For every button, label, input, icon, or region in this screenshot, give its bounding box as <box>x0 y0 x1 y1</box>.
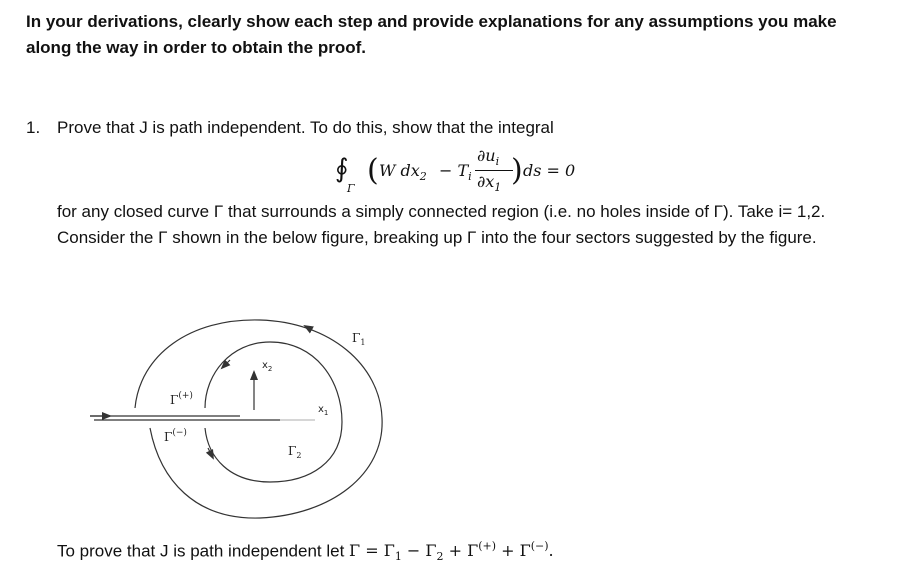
conclusion-g2-sub: 2 <box>436 550 444 564</box>
instructions-text: In your derivations, clearly show each step and provide explanations for any assumptions you make along the way in order to obtain the proof. <box>26 12 837 57</box>
term-t-sub: i <box>468 170 472 184</box>
term-w-dx-text: W dx <box>379 161 420 180</box>
conclusion-math <box>349 540 554 564</box>
term-w-dx-sub: 2 <box>419 170 427 184</box>
label-x2-main: x <box>262 360 268 371</box>
numerator-text: ∂u <box>477 146 496 165</box>
conclusion-minus-sup: (−) <box>530 540 549 553</box>
denominator-text: ∂x <box>477 172 495 191</box>
contour-figure <box>80 300 420 530</box>
label-gamma1-main: Γ <box>352 331 361 345</box>
label-x2-sub: 2 <box>267 365 273 373</box>
label-gamma2-sub: 2 <box>296 451 302 460</box>
problem-intro: Prove that J is path independent. To do this, show that the integral <box>57 118 554 137</box>
label-x1 <box>318 404 328 417</box>
conclusion-minus: − Γ <box>401 541 437 561</box>
label-gamma-plus <box>170 390 193 407</box>
contour-integral-sign: ∮ <box>335 154 349 184</box>
label-gamma-minus-main: Γ <box>164 430 173 444</box>
integral-equation <box>335 146 595 198</box>
paren-open: ( <box>367 153 379 188</box>
label-gamma-plus-sup: (+) <box>178 391 193 401</box>
label-gamma1 <box>352 331 365 347</box>
fraction-numerator <box>477 146 499 168</box>
conclusion-g1-sub: 1 <box>394 550 402 564</box>
conclusion-gamma: Γ = Γ <box>349 541 395 561</box>
label-x1-sub: 1 <box>323 409 329 417</box>
problem-number: 1. <box>26 118 41 137</box>
conclusion-plus-sup: (+) <box>478 540 496 553</box>
fraction-bar <box>475 170 513 171</box>
contour-label: Γ <box>347 182 355 195</box>
paren-close: ) <box>511 153 523 188</box>
denominator-sub: 1 <box>494 181 502 195</box>
term-minus-t-text: − T <box>439 161 469 180</box>
fraction-denominator <box>477 172 501 194</box>
conclusion-plus2: + Γ <box>496 541 531 561</box>
conclusion-plus1: + Γ <box>443 541 479 561</box>
label-gamma-minus-sup: (−) <box>172 428 187 438</box>
conclusion-text <box>57 536 554 569</box>
outer-contour-gamma1 <box>135 320 382 518</box>
numerator-sub: i <box>495 155 500 169</box>
label-gamma2 <box>288 444 301 460</box>
label-x1-main: x <box>318 404 324 415</box>
term-minus-t <box>439 161 472 183</box>
label-gamma2-main: Γ <box>288 444 297 458</box>
conclusion-prefix: To prove that J is path independent let <box>57 541 350 561</box>
term-w-dx <box>379 161 427 183</box>
label-x2 <box>262 360 272 373</box>
label-gamma-minus <box>164 427 187 444</box>
conclusion-period: . <box>548 541 554 561</box>
contour-diagram <box>80 300 420 530</box>
label-gamma1-sub: 1 <box>360 338 366 347</box>
label-gamma-plus-main: Γ <box>170 393 179 407</box>
problem-body: for any closed curve Γ that surrounds a simply connected region (i.e. no holes inside of Γ). Take i= 1,2. Consider the Γ shown in the below figure, breaking up Γ into the four sectors suggested by the figure. <box>57 202 826 247</box>
equation-rhs: ds = 0 <box>523 161 576 180</box>
